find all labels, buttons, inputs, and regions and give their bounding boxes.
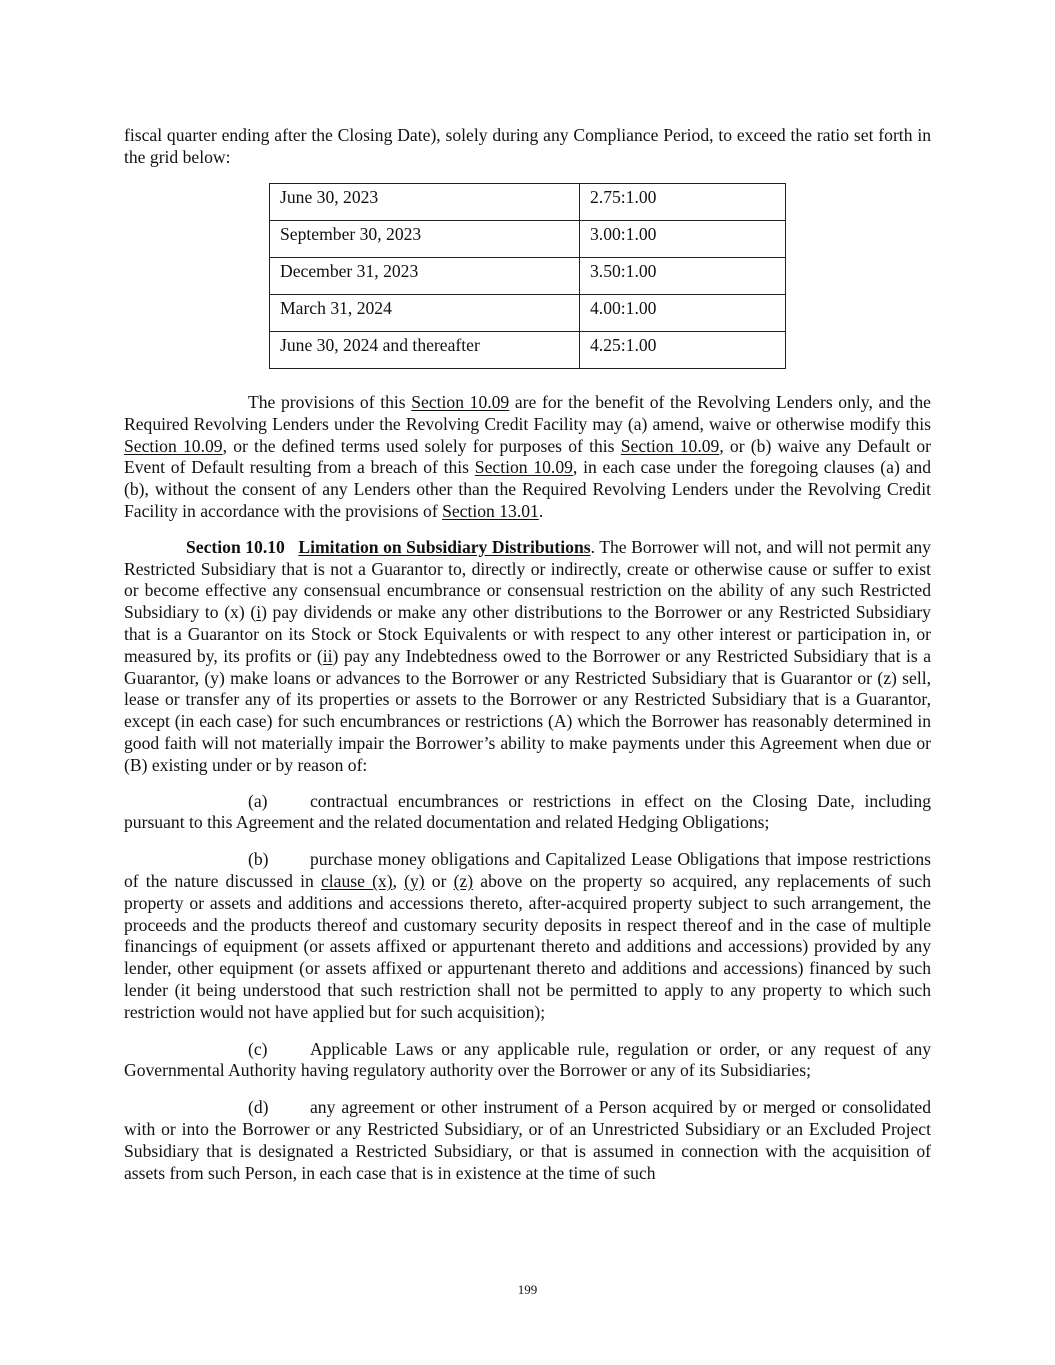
grid-ratio-cell: 4.25:1.00 (580, 332, 786, 369)
clause-label: (a) (248, 790, 268, 811)
text: The provisions of this (248, 392, 412, 412)
body-text (124, 392, 931, 1184)
text: . The Borrower will not, and will not permit any Restricted Subsidiary that is not a Guarantor to, directly or indirectly, create or otherwise cause or suffer to exist or become effective any consensual encumbrance or consensual restriction on the ability of any such Restricted Subsidiary to (x) ( (124, 536, 931, 623)
clause-text: any agreement or other instrument of a Person acquired by or merged or consolidated with or into the Borrower or any Restricted Subsidiary, or of an Unrestricted Subsidiary or an Excluded Project Subsidiary that is designated a Restricted Subsidiary, or that is assumed in connection with the acquisition of assets from such Person, in each case that is in existence at the time of such (124, 1097, 931, 1183)
text: , (392, 870, 405, 891)
clause-label: (b) (248, 849, 269, 870)
grid-ratio-cell: 3.50:1.00 (580, 258, 786, 295)
grid-date-cell: June 30, 2023 (270, 184, 580, 221)
table-row (270, 332, 786, 369)
clause-label: (c) (248, 1038, 268, 1059)
text: are for the benefit of the Revolving Lenders only, and the Required Revolving Lenders under the Revolving Credit Facility may (a) amend, waive or otherwise modify this (124, 392, 931, 434)
clause-text: contractual encumbrances or restrictions in effect on the Closing Date, including pursuant to this Agreement and the related documentation and related Hedging Obligations; (124, 790, 931, 833)
grid-date-cell: September 30, 2023 (270, 221, 580, 258)
provisions-paragraph (124, 392, 931, 523)
clause-z-link[interactable]: (z) (453, 870, 474, 891)
section-10-10-paragraph (124, 537, 931, 777)
document-page (124, 125, 931, 169)
section-10-09-link[interactable]: Section 10.09 (411, 392, 510, 412)
text: , or the defined terms used solely for purposes of this (222, 435, 621, 456)
table-row (270, 184, 786, 221)
grid-ratio-cell: 2.75:1.00 (580, 184, 786, 221)
text: or (424, 870, 454, 891)
clause-b (124, 849, 931, 1023)
section-10-09-link[interactable]: Section 10.09 (474, 457, 573, 478)
section-number: Section 10.10 (186, 536, 285, 557)
section-title: Limitation on Subsidiary Distributions (298, 536, 591, 557)
clause-label: (d) (248, 1097, 269, 1118)
text: ) pay any Indebtedness owed to the Borrower or any Restricted Subsidiary that is a Guarantor, (y) make loans or advances to the Borrower or any Restricted Subsidiary that is Guarantor or (z) sell, lease or transfer any of its properties or assets to the Borrower or any Restricted Subsidiary that is a Guarantor, except (in each case) for such encumbrances or restrictions (A) which the Borrower has reasonably determined in good faith will not materially impair the Borrower’s ability to make payments under this Agreement when due or (B) existing under or by reason of: (124, 645, 931, 775)
clause-x-link[interactable]: clause (x) (320, 870, 393, 891)
grid-date-cell: December 31, 2023 (270, 258, 580, 295)
section-10-09-link[interactable]: Section 10.09 (124, 435, 223, 456)
grid-date-cell: June 30, 2024 and thereafter (270, 332, 580, 369)
table-row (270, 221, 786, 258)
section-13-01-link[interactable]: Section 13.01 (442, 500, 539, 521)
clause-text: Applicable Laws or any applicable rule, regulation or order, or any request of any Governmental Authority having regulatory authority over the Borrower or any of its Subsidiaries; (124, 1038, 931, 1081)
text: , in each case under the foregoing clauses (a) and (b), without the consent of any Lenders other than the Required Revolving Lenders under the Revolving Credit Facility in accordance with the provisions of (124, 457, 931, 521)
subclause-i: i (256, 602, 262, 623)
clause-c (124, 1039, 931, 1083)
subclause-ii: ii (322, 645, 333, 666)
clause-text: purchase money obligations and Capitalized Lease Obligations that impose restrictions of the nature discussed in (124, 849, 931, 891)
table-row (270, 295, 786, 332)
clause-y-link[interactable]: (y) (404, 870, 425, 891)
grid-ratio-cell: 3.00:1.00 (580, 221, 786, 258)
grid-date-cell: March 31, 2024 (270, 295, 580, 332)
clause-a (124, 791, 931, 835)
grid-ratio-cell: 4.00:1.00 (580, 295, 786, 332)
text: . (538, 500, 544, 521)
section-10-09-link[interactable]: Section 10.09 (620, 435, 720, 456)
intro-paragraph: fiscal quarter ending after the Closing Date), solely during any Compliance Period, to exceed the ratio set forth in the grid below: (124, 125, 931, 167)
page-number: 199 (517, 1282, 538, 1297)
text: ) pay dividends or make any other distributions to the Borrower or any Restricted Subsidiary that is a Guarantor on its Stock or Stock Equivalents or with respect to any other interest or participation in, or measured by, its profits or ( (124, 602, 931, 666)
table-row (270, 258, 786, 295)
text: above on the property so acquired, any replacements of such property or assets and additions and accessions thereto, after-acquired property subject to such arrangement, the proceeds and the products thereof and customary security deposits in respect thereof and in the case of multiple financings of equipment (or assets affixed or appurtenant thereto and additions and accessions) provided by any lender, other equipment (or assets affixed or appurtenant thereto and additions and accessions) financed by such lender (it being understood that such restriction shall not be permitted to apply to any property to which such restriction would not have applied but for such acquisition); (124, 870, 932, 1022)
text: , or (b) waive any Default or Event of Default resulting from a breach of this (124, 435, 931, 478)
clause-d (124, 1097, 931, 1184)
ratio-grid-table (269, 183, 786, 369)
